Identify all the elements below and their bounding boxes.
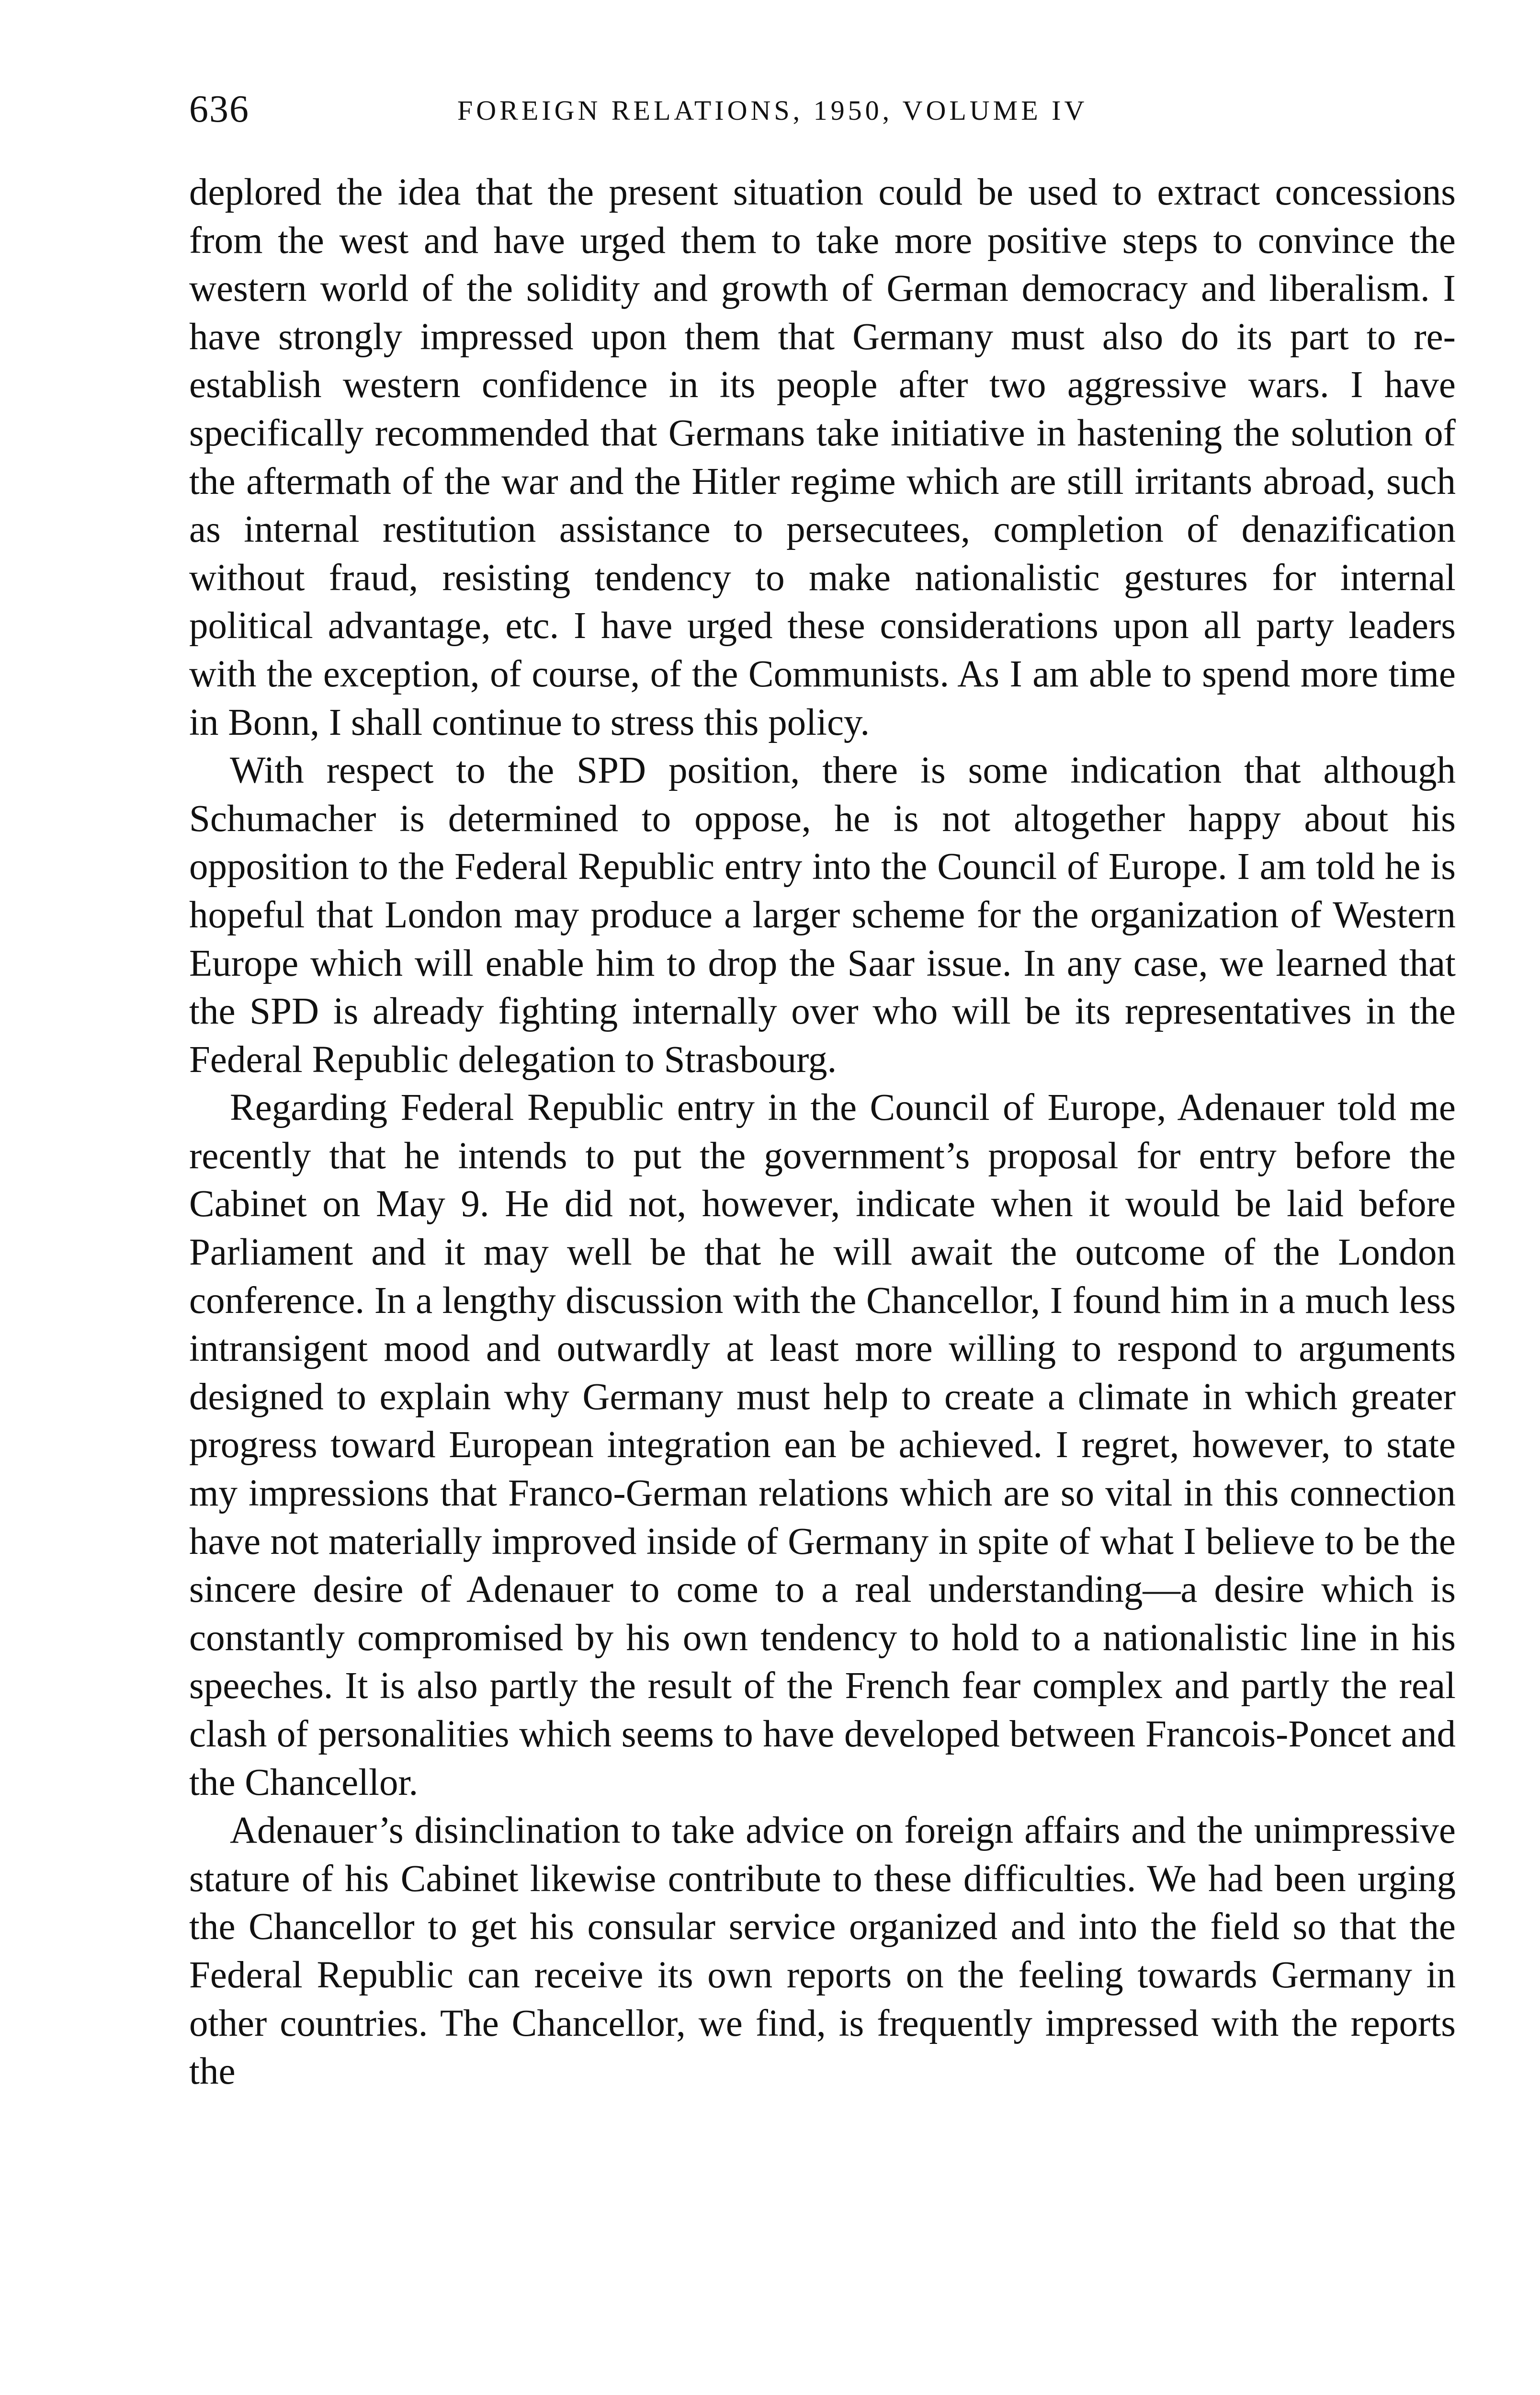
running-head: FOREIGN RELATIONS, 1950, VOLUME IV: [457, 95, 1088, 126]
page-number: 636: [189, 88, 249, 130]
body-text: [189, 169, 1456, 2096]
paragraph-continued: deplored the idea that the present situation could be used to extract concessions from the west and have urged them to take more positive steps to convince the western world of the solidity and growth of German democracy and liberalism. I have strongly impressed upon them that Germany must also do its part to re-establish western confidence in its people after two aggressive wars. I have specifically recommended that Germans take initiative in hastening the solution of the aftermath of the war and the Hitler regime which are still irritants abroad, such as internal restitution assistance to persecutees, completion of denazification without fraud, resisting tendency to make nationalistic gestures for internal political advantage, etc. I have urged these considerations upon all party leaders with the exception, of course, of the Communists. As I am able to spend more time in Bonn, I shall continue to stress this policy.: [189, 171, 1456, 743]
page-header: [189, 85, 1453, 143]
paragraph-foreign-affairs: Adenauer’s disinclination to take advice on foreign affairs and the unimpressive stature of his Cabinet likewise contribute to these difficulties. We had been urging the Chancellor to get his consular service organized and into the field so that the Federal Republic can receive its own reports on the feeling towards Germany in other countries. The Chancellor, we find, is frequently impressed with the reports the: [189, 1810, 1456, 2093]
paragraph-spd-position: With respect to the SPD position, there is some indication that although Schumacher is determined to oppose, he is not altogether happy about his opposition to the Federal Republic entry into the Council of Europe. I am told he is hopeful that London may produce a larger scheme for the organization of Western Europe which will enable him to drop the Saar issue. In any case, we learned that the SPD is already fighting internally over who will be its representatives in the Federal Republic delegation to Strasbourg.: [189, 750, 1456, 1081]
paragraph-council-of-europe: Regarding Federal Republic entry in the Council of Europe, Adenauer told me recently that he intends to put the government’s proposal for entry before the Cabinet on May 9. He did not, however, indicate when it would be laid before Parliament and it may well be that he will await the outcome of the London conference. In a lengthy discussion with the Chancellor, I found him in a much less intransigent mood and outwardly at least more willing to respond to arguments designed to explain why Germany must help to create a climate in which greater progress toward European integration ean be achieved. I regret, however, to state my impressions that Franco-German relations which are so vital in this connection have not materially improved inside of Germany in spite of what I believe to be the sincere desire of Adenauer to come to a real understanding—a desire which is constantly compromised by his own tendency to hold to a nationalistic line in his speeches. It is also partly the result of the French fear complex and partly the real clash of personalities which seems to have developed between Francois-Poncet and the Chancellor.: [189, 1087, 1456, 1803]
